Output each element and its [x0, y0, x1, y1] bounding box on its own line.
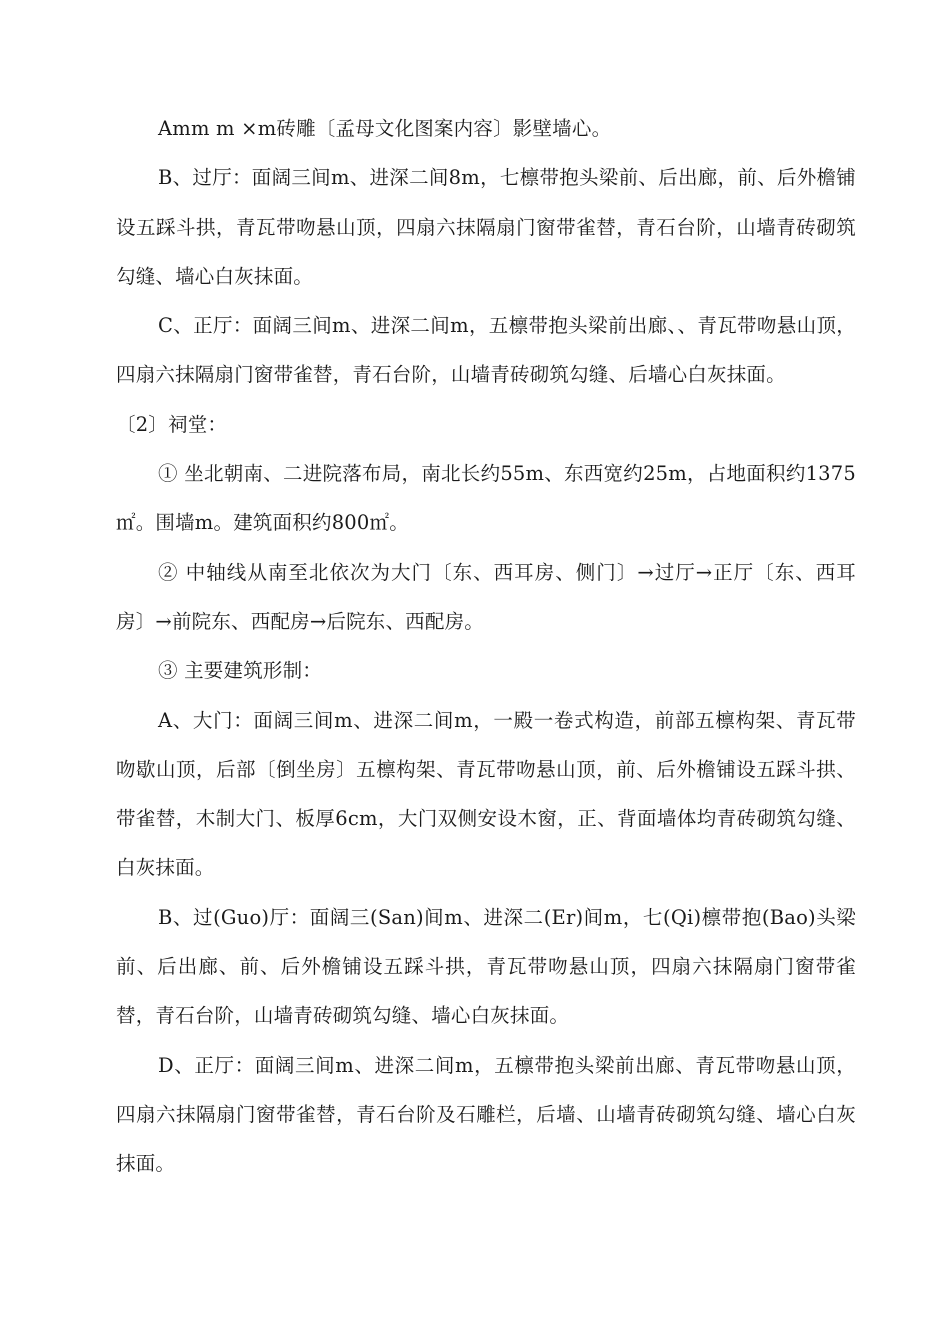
paragraph-main-hall-d: D、正厅：面阔三间m、进深二间m，五檩带抱头梁前出廊、青瓦带吻悬山顶，四扇六抹隔扇门窗带雀替，青石台阶及石雕栏，后墙、山墙青砖砌筑勾缝、墙心白灰抹面。 — [116, 1053, 856, 1176]
paragraph-main-hall-c: C、正厅：面阔三间m、进深二间m，五檩带抱头梁前出廊、、青瓦带吻悬山顶，四扇六抹隔扇门窗带雀替，青石台阶，山墙青砖砌筑勾缝、后墙心白灰抹面。 — [116, 314, 856, 387]
paragraph-hall-b: B、过厅：面阔三间m、进深二间8m，七檩带抱头梁前、后出廊，前、后外檐铺设五踩斗拱，青瓦带吻悬山顶，四扇六抹隔扇门窗带雀替，青石台阶，山墙青砖砌筑勾缝、墙心白灰抹面。 — [116, 166, 856, 288]
paragraph-item-3: ③ 主要建筑形制： — [158, 659, 322, 683]
paragraph-screen-wall: Amm m ×m砖雕〔孟母文化图案内容〕影壁墙心。 — [158, 117, 612, 140]
paragraph-hall-b-2: B、过(Guo)厅：面阔三(San)间m、进深二(Er)间m，七(Qi)檩带抱(Bao)头梁前、后出廊、前、后外檐铺设五踩斗拱，青瓦带吻悬山顶，四扇六抹隔扇门窗带雀替，青石台阶，山墙青砖砌筑勾缝、墙心白灰抹面。 — [116, 905, 856, 1028]
section-heading-ancestral-hall: 〔2〕祠堂： — [116, 412, 228, 436]
document-body — [116, 104, 856, 1189]
paragraph-item-1: ① 坐北朝南、二进院落布局，南北长约55m、东西宽约25m，占地面积约1375㎡。围墙m。建筑面积约800㎡。 — [116, 462, 856, 535]
paragraph-item-2: ② 中轴线从南至北依次为大门〔东、西耳房、侧门〕→过厅→正厅〔东、西耳房〕→前院东、西配房→后院东、西配房。 — [116, 560, 856, 633]
paragraph-gate-a: A、大门：面阔三间m、进深二间m，一殿一卷式构造，前部五檩构架、青瓦带吻歇山顶，后部〔倒坐房〕五檩构架、青瓦带吻悬山顶，前、后外檐铺设五踩斗拱、带雀替，木制大门、板厚6cm，大门双侧安设木窗，正、背面墙体均青砖砌筑勾缝、白灰抹面。 — [116, 708, 856, 880]
